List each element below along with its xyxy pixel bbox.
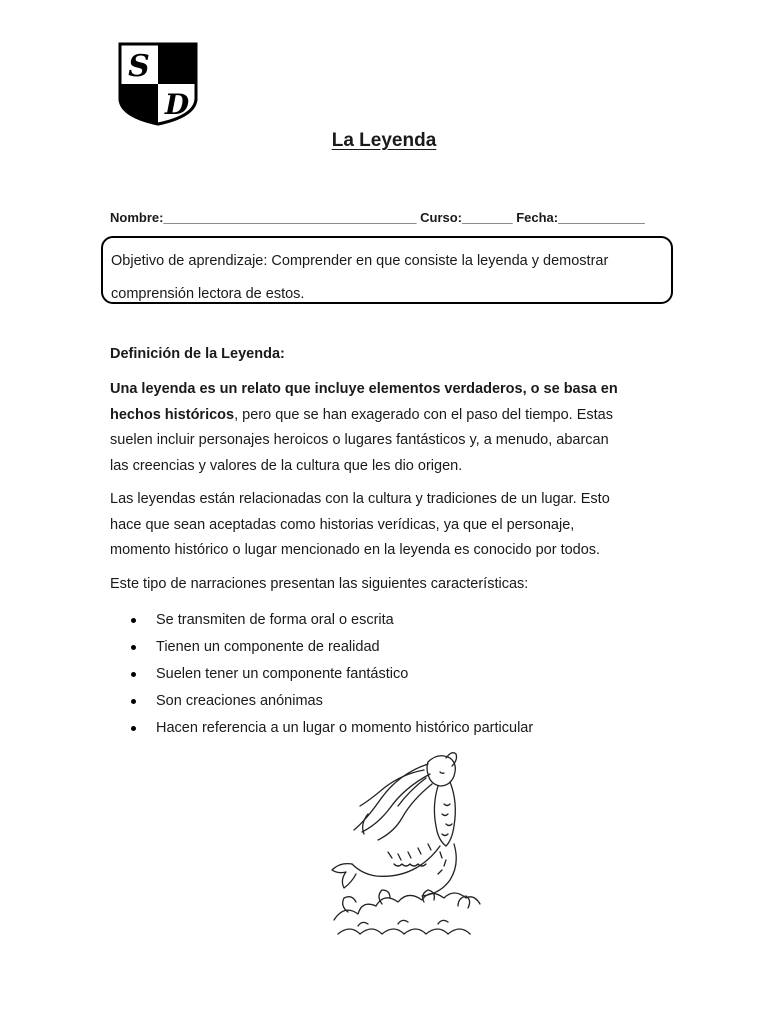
paragraph2-line-2: hace que sean aceptadas como historias verídicas, ya que el personaje, [110, 516, 575, 533]
paragraph1-bold-phrase: hechos históricos [110, 406, 235, 423]
paragraph2-line-3: momento histórico o lugar mencionado en la leyenda es conocido por todos. [110, 542, 601, 558]
student-fields-line: Nombre:___________________________________ Curso:_______ Fecha:____________ [110, 210, 645, 225]
mermaid-illustration-icon [328, 744, 488, 940]
crest-letter-s: S [128, 49, 150, 84]
objective-box [101, 236, 673, 304]
bullet-icon [131, 672, 136, 677]
bullet-icon [131, 645, 136, 650]
characteristics-list [110, 607, 533, 742]
list-item-text: Se transmiten de forma oral o escrita [156, 612, 394, 628]
paragraph1-line-1: Una leyenda es un relato que incluye elementos verdaderos, o se basa en [110, 381, 618, 397]
bullet-icon [131, 726, 136, 731]
list-item [110, 634, 533, 661]
paragraph1-line-2 [110, 403, 670, 429]
school-crest-icon [106, 36, 212, 126]
list-item-text: Hacen referencia a un lugar o momento histórico particular [156, 720, 534, 736]
list-item-text: Son creaciones anónimas [156, 693, 323, 709]
culture-paragraph [110, 487, 670, 564]
list-item-text: Tienen un componente de realidad [156, 639, 380, 655]
list-item [110, 661, 533, 688]
document-title: La Leyenda [331, 130, 437, 151]
definition-heading: Definición de la Leyenda: [110, 346, 285, 362]
paragraph1-line-2-rest: , pero que se han exagerado con el paso del tiempo. Estas [234, 406, 613, 423]
characteristics-intro: Este tipo de narraciones presentan las siguientes características: [110, 576, 529, 592]
bullet-icon [131, 699, 136, 704]
objective-line-2: comprensión lectora de estos. [111, 286, 305, 302]
list-item [110, 688, 533, 715]
paragraph1-line-3: suelen incluir personajes heroicos o lugares fantásticos y, a menudo, abarcan [110, 432, 609, 448]
definition-paragraph [110, 377, 670, 479]
list-item-text: Suelen tener un componente fantástico [156, 666, 409, 682]
crest-letter-d: D [164, 88, 190, 121]
list-item [110, 715, 533, 742]
objective-line-1: Objetivo de aprendizaje: Comprender en que consiste la leyenda y demostrar [111, 253, 609, 269]
paragraph2-line-1: Las leyendas están relacionadas con la cultura y tradiciones de un lugar. Esto [110, 491, 610, 507]
bullet-icon [131, 618, 136, 623]
list-item [110, 607, 533, 634]
paragraph1-line-4: las creencias y valores de la cultura que les dio origen. [110, 457, 463, 474]
